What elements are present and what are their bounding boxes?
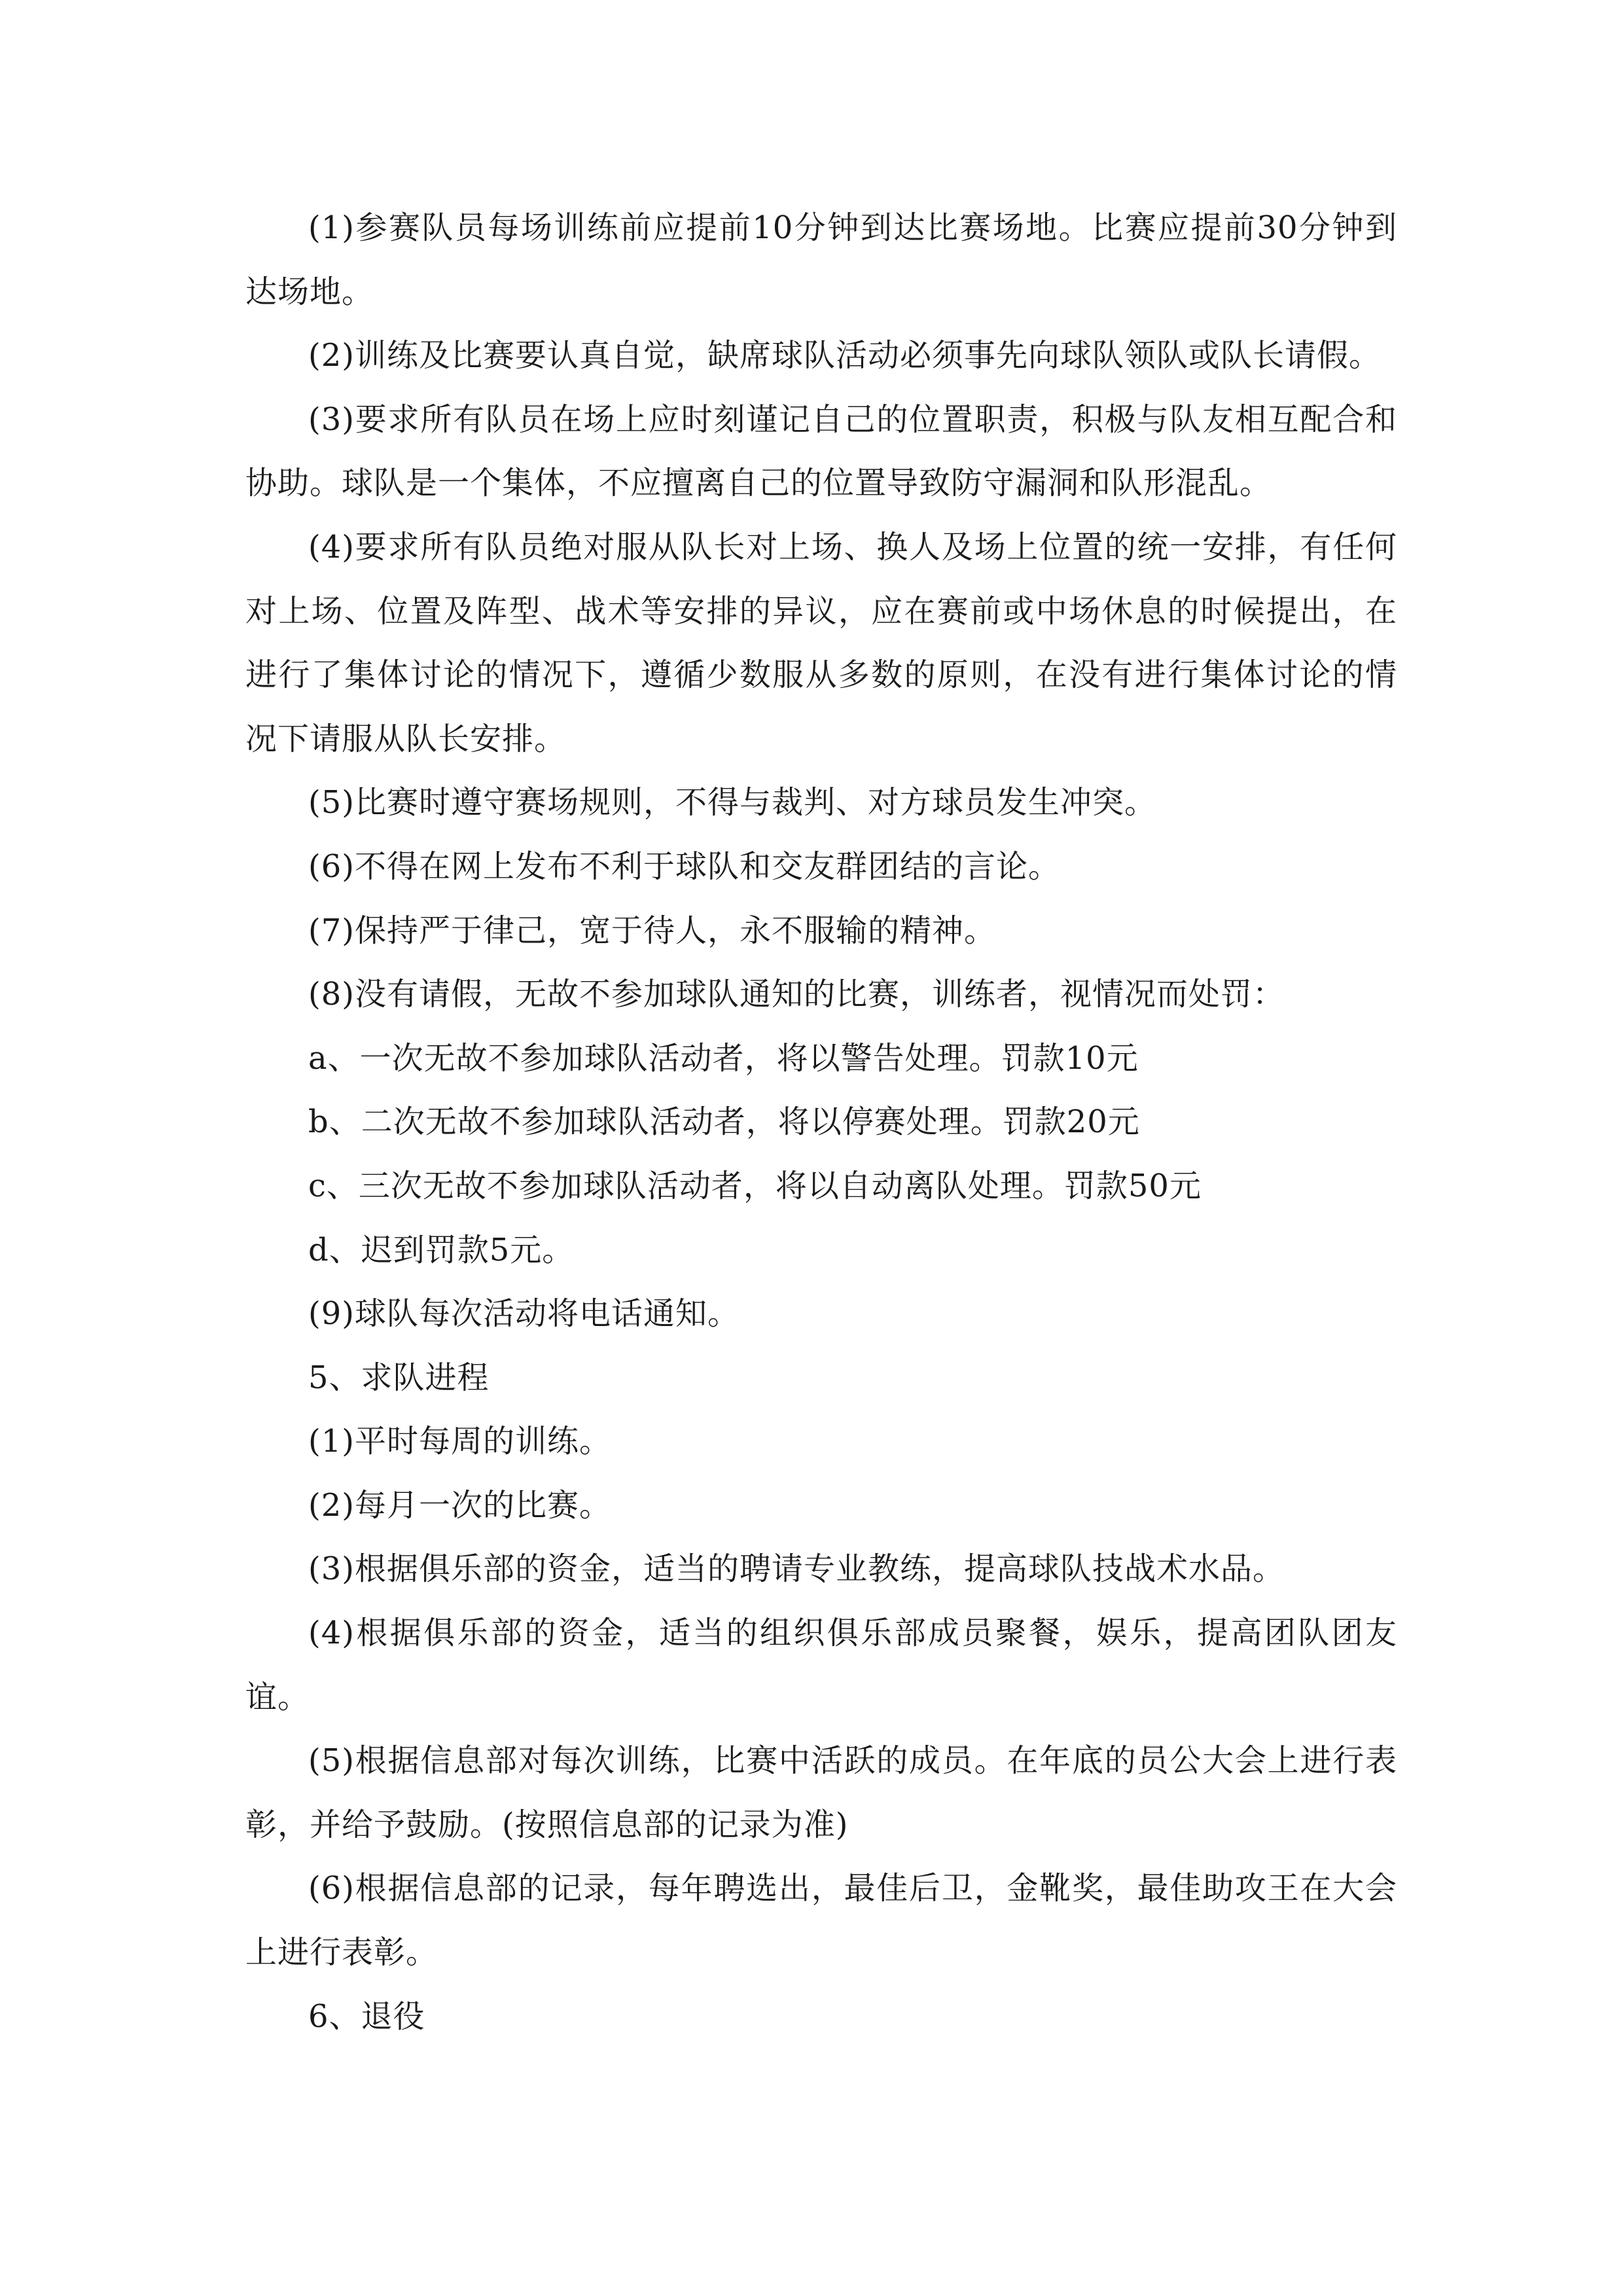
paragraph-5: (5)比赛时遵守赛场规则，不得与裁判、对方球员发生冲突。 [308, 784, 1156, 821]
document-body [245, 196, 1397, 2049]
paragraph-3: (3)要求所有队员在场上应时刻谨记自己的位置职责，积极与队友相互配合和协助。球队是一个集体，不应擅离自己的位置导致防守漏洞和队形混乱。 [245, 401, 1397, 502]
progress-item-1: (1)平时每周的训练。 [308, 1423, 611, 1460]
paragraph-6: (6)不得在网上发布不利于球队和交友群团结的言论。 [308, 848, 1060, 885]
progress-item-2: (2)每月一次的比赛。 [308, 1486, 611, 1524]
paragraph-7: (7)保持严于律己，宽于待人，永不服输的精神。 [308, 912, 996, 949]
paragraph-4: (4)要求所有队员绝对服从队长对上场、换人及场上位置的统一安排，有任何对上场、位置及阵型、战术等安排的异议，应在赛前或中场休息的时候提出，在进行了集体讨论的情况下，遵循少数服从多数的原则，在没有进行集体讨论的情况下请服从队长安排。 [245, 528, 1397, 757]
paragraph-8: (8)没有请假，无故不参加球队通知的比赛，训练者，视情况而处罚： [308, 976, 1285, 1013]
section-heading-6: 6、退役 [308, 1998, 425, 2035]
progress-item-5: (5)根据信息部对每次训练，比赛中活跃的成员。在年底的员公大会上进行表彰，并给予鼓励。(按照信息部的记录为准) [245, 1742, 1397, 1843]
penalty-item-d: d、迟到罚款5元。 [308, 1231, 575, 1268]
section-heading-5: 5、求队进程 [308, 1359, 490, 1396]
progress-item-3: (3)根据俱乐部的资金，适当的聘请专业教练，提高球队技战术水品。 [308, 1551, 1285, 1588]
penalty-item-b: b、二次无故不参加球队活动者，将以停赛处理。罚款20元 [308, 1103, 1140, 1141]
penalty-item-c: c、三次无故不参加球队活动者，将以自动离队处理。罚款50元 [308, 1167, 1202, 1204]
progress-item-4: (4)根据俱乐部的资金，适当的组织俱乐部成员聚餐，娱乐，提高团队团友谊。 [245, 1615, 1397, 1715]
paragraph-1: (1)参赛队员每场训练前应提前10分钟到达比赛场地。比赛应提前30分钟到达场地。 [245, 209, 1397, 310]
paragraph-9: (9)球队每次活动将电话通知。 [308, 1295, 740, 1333]
penalty-item-a: a、一次无故不参加球队活动者，将以警告处理。罚款10元 [308, 1039, 1139, 1077]
paragraph-2: (2)训练及比赛要认真自觉，缺席球队活动必须事先向球队领队或队长请假。 [308, 337, 1381, 374]
progress-item-6: (6)根据信息部的记录，每年聘选出，最佳后卫，金靴奖，最佳助攻王在大会上进行表彰。 [245, 1870, 1397, 1971]
